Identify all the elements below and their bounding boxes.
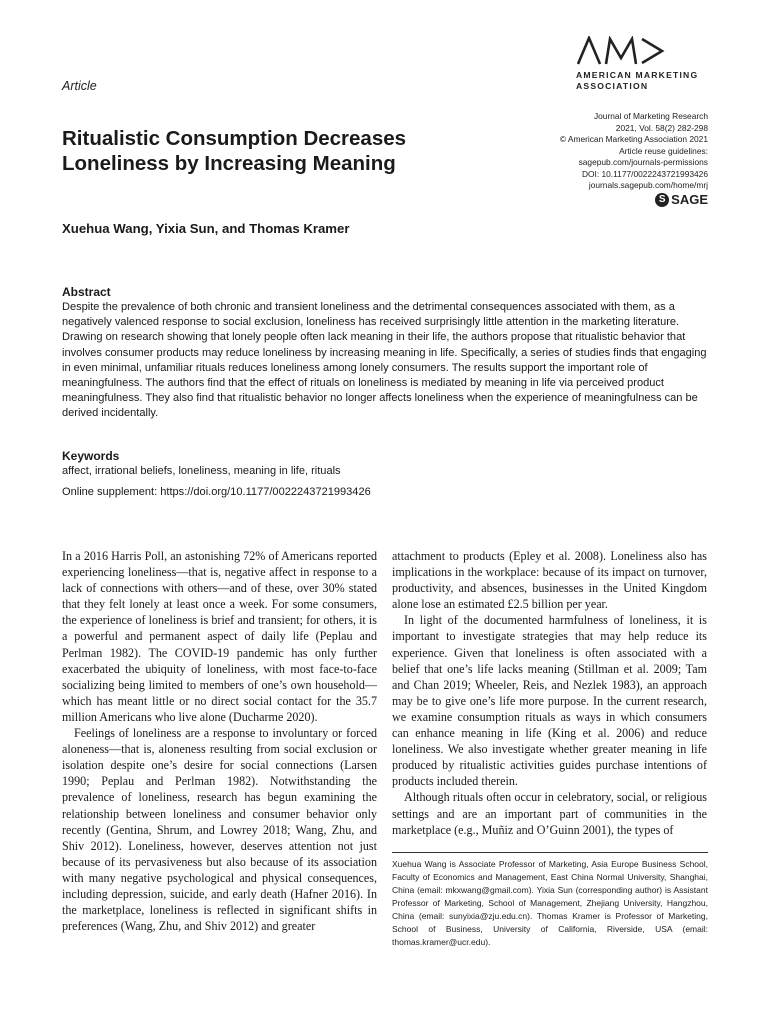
reuse-guidelines-label: Article reuse guidelines: (619, 145, 708, 156)
sage-wordmark: SAGE (671, 192, 708, 207)
abstract-section (62, 285, 712, 422)
article-type-label: Article (62, 79, 97, 93)
abstract-text: Despite the prevalence of both chronic and transient loneliness and the detrimental consequences associated with them, as a negatively valenced response to social exclusion, loneliness has received surprisingly little attention in the marketing literature. Drawing on research showing that lonely people often lack meaning in their life, the authors propose that ritualistic behavior that involves consumer products may reduce loneliness by increasing meaning in life. Specifically, a series of studies finds that engaging in even minimal, unfamiliar rituals reduces loneliness among lonely consumers. The results support the important role of meaningfulness. The authors find that the effect of rituals on loneliness is mediated by meaning in life via perceived product meaningfulness. They also find that ritualistic behavior no longer affects loneliness when the experience of meaningfulness can be derived incidentally. (62, 301, 707, 420)
body-paragraph: In a 2016 Harris Poll, an astonishing 72% of Americans reported experiencing loneliness—that is, negative affect in response to a lack of connections with others—and of these, over 30% stated that they felt lonely at least once a week. For some consumers, the experience of loneliness is brief and transient; for others, it is a powerful and permanent aspect of daily life (Peplau and Perlman 1982). The COVID-19 pandemic has only further exacerbated the ubiquity of loneliness, with most face-to-face socializing being limited to members of one’s own household—which has meant little or no direct social contact for the 35.7 million Americans who live alone (Ducharme 2020). (62, 549, 377, 724)
body-column-left (62, 548, 377, 934)
journal-volume: 2021, Vol. 58(2) 282-298 (615, 122, 708, 133)
keywords-section (62, 449, 712, 500)
author-list: Xuehua Wang, Yixia Sun, and Thomas Kramer (62, 221, 350, 236)
body-paragraph: Although rituals often occur in celebratory, social, or religious settings and are an important part of communities in the marketplace (e.g., Muñiz and O’Guinn 2001), the types of (392, 790, 707, 837)
journal-info (508, 111, 708, 192)
journal-name: Journal of Marketing Research (593, 111, 708, 121)
body-column-right (392, 548, 707, 838)
sage-s-icon: S (655, 193, 669, 207)
body-paragraph: In light of the documented harmfulness of loneliness, it is important to investigate strategies that may help reduce its experience. Given that loneliness is often associated with a belief that one’s life lacks meaning (Stillman et al. 2009; Tam and Chan 2019; Wheeler, Reis, and Nezlek 1983), an approach may be to give one’s life more purpose. In the current research, we examine consumption rituals as ways in which consumers can enhance meaning in life (King et al. 2006) and reduce loneliness. We also investigate whether greater meaning in life produced by ritualistic activities guides purchase intentions of products included therein. (392, 613, 707, 789)
ama-logo (576, 36, 708, 92)
permissions-link[interactable]: sagepub.com/journals-permissions (578, 157, 708, 167)
ama-logo-icon (576, 36, 666, 66)
journal-homepage-link[interactable]: journals.sagepub.com/home/mrj (588, 180, 708, 190)
logo-line-1: AMERICAN MARKETING (576, 70, 699, 80)
keywords-heading: Keywords (62, 449, 120, 463)
body-paragraph: attachment to products (Epley et al. 2008). Loneliness also has implications in the workplace: because of its impact on turnover, productivity, and absences, businesses in the United Kingdom alone lose an estimated £2.5 billion per year. (392, 549, 707, 612)
logo-line-2: ASSOCIATION (576, 81, 649, 91)
author-affiliation-footnote: Xuehua Wang is Associate Professor of Marketing, Asia Europe Business School, Faculty of Economics and Management, East China Normal University, Shanghai, China (email: mkxwang@gmail.com). Yixia Sun (corresponding author) is Assistant Professor of Marketing, School of Management, Zhejiang University, Hangzhou, China (email: sunyixia@zju.edu.cn). Thomas Kramer is Professor of Marketing, School of Business, University of California, Riverside, USA (email: thomas.kramer@ucr.edu). (392, 859, 708, 947)
footnote-divider (392, 852, 708, 853)
doi-link[interactable]: DOI: 10.1177/0022243721993426 (581, 168, 708, 179)
keywords-text: affect, irrational beliefs, loneliness, meaning in life, rituals (62, 465, 341, 477)
abstract-heading: Abstract (62, 285, 111, 299)
sage-logo (655, 192, 708, 207)
article-title: Ritualistic Consumption Decreases Loneliness by Increasing Meaning (62, 127, 407, 175)
body-paragraph: Feelings of loneliness are a response to involuntary or forced aloneness—that is, aloneness resulting from social exclusion or isolation despite one’s desire for social connections (Larsen 1990; Peplau and Perlman 1982). Notwithstanding the prevalence of loneliness, research has begun examining the relationship between loneliness and consumer behavior only recently (Gentina, Shrum, and Lowrey 2018; Wang, Zhu, and Shiv 2012). Loneliness, however, deserves attention not just because of its pervasiveness but also because of its association with many negative psychological and physical consequences, including depression, suicide, and early death (Hafner 2016). In the marketplace, loneliness is reflected in significant shifts in preferences (Wang, Zhu, and Shiv 2012) and greater (62, 726, 377, 934)
journal-copyright: © American Marketing Association 2021 (559, 134, 708, 144)
online-supplement-link[interactable]: Online supplement: https://doi.org/10.1177/0022243721993426 (62, 486, 371, 499)
